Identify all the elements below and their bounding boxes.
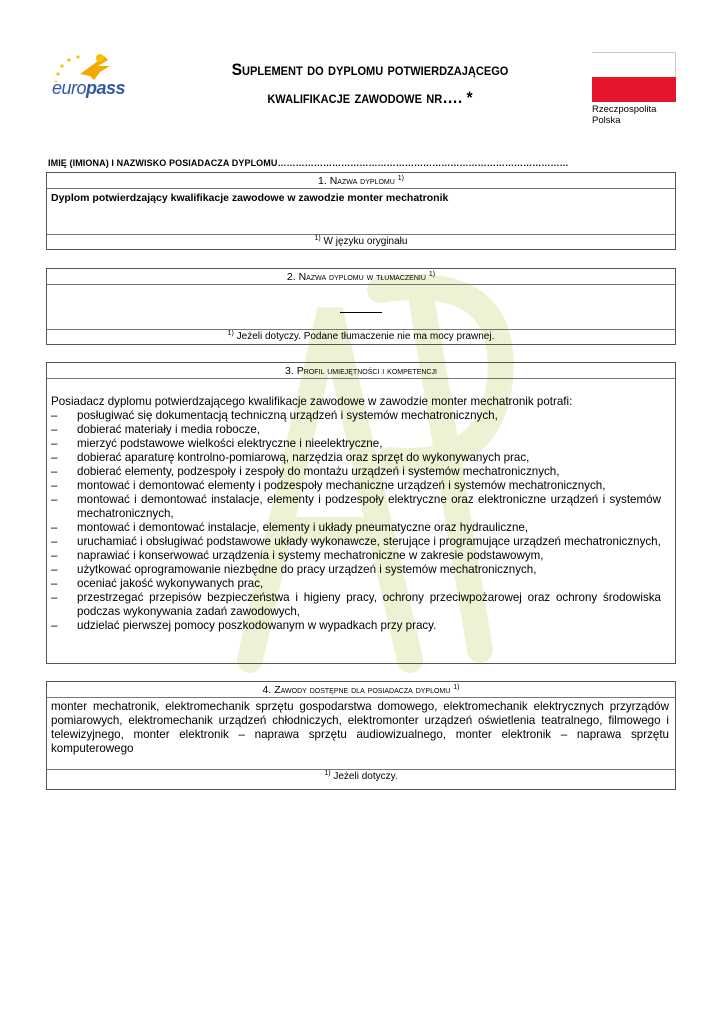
section2-footnote-sup: 1) (227, 330, 234, 337)
list-item: – montować i demontować elementy i podzespoły mechaniczne urządzeń i systemów mechatronicznych, (51, 479, 661, 493)
section2-value (47, 285, 675, 330)
list-item: – uruchamiać i obsługiwać podstawowe układy wykonawcze, sterujące i programujące urządzeń mechatronicznych, (51, 535, 661, 549)
list-item: – przestrzegać przepisów bezpieczeństwa i higieny pracy, ochrony przeciwpożarowej oraz ochrony środowiska podczas wykonywania zadań zawodowych, (51, 591, 661, 619)
title-line-1: Suplement do dyplomu potwierdzającego (231, 60, 509, 79)
flag-red-stripe (592, 77, 676, 102)
title-line-2: kwalifikacje zawodowe nr…. * (267, 88, 473, 107)
section1-header (47, 173, 675, 189)
europass-logo (50, 52, 145, 102)
skills-list (51, 409, 661, 633)
country-line-1: Rzeczpospolita (592, 104, 657, 115)
section4-footnote (47, 770, 675, 784)
logo-text-euro: euro (52, 78, 87, 98)
section3-intro: Posiadacz dyplomu potwierdzającego kwalifikacje zawodowe w zawodzie monter mechatronik potrafi: (51, 395, 573, 408)
polish-flag (592, 52, 676, 102)
section3-header-text: 3. Profil umiejętności i kompetencji (285, 365, 437, 377)
section-available-occupations (46, 681, 676, 790)
section1-footnote (47, 235, 675, 249)
section-diploma-name (46, 172, 676, 250)
section2-footnote-text: Jeżeli dotyczy. Podane tłumaczenie nie ma mocy prawnej. (236, 331, 495, 342)
section1-header-sup: 1) (397, 175, 404, 182)
list-item: – dobierać elementy, podzespoły i zespoły do montażu urządzeń i systemów mechatronicznych, (51, 465, 661, 479)
list-item: – udzielać pierwszej pomocy poszkodowanym w wypadkach przy pracy. (51, 619, 661, 633)
list-item: – montować i demontować instalacje, elementy i układy pneumatyczne oraz hydrauliczne, (51, 521, 661, 535)
section4-footnote-sup: 1) (324, 770, 331, 777)
list-item: – montować i demontować instalacje, elementy i podzespoły elektryczne oraz elektroniczne urządzeń i systemów mechatronicznych, (51, 493, 661, 521)
section4-value: monter mechatronik, elektromechanik sprzętu gospodarstwa domowego, elektromechanik elektrycznych przyrządów pomiarowych, elektromechanik urządzeń chłodniczych, elektromonter urządzeń oświetlenia teatralnego, filmowego i telewizyjnego, monter elektronik – naprawa sprzętu audiowizualnego, monter elektronik – naprawa sprzętu komputerowego (47, 698, 675, 770)
section3-body (47, 379, 675, 633)
section2-header (47, 269, 675, 285)
country-name (592, 104, 656, 126)
list-item: – dobierać materiały i media robocze, (51, 423, 661, 437)
list-item: – dobierać aparaturę kontrolno-pomiarową, narzędzia oraz sprzęt do wykonywanych prac, (51, 451, 661, 465)
list-item: – naprawiać i konserwować urządzenia i systemy mechatroniczne w zakresie podstawowym, (51, 549, 661, 563)
section2-header-sup: 1) (428, 271, 436, 278)
section4-header (47, 682, 675, 698)
section4-header-sup: 1) (453, 684, 460, 691)
section2-header-text: 2. Nazwa dyplomu w tłumaczeniu (286, 271, 426, 283)
document-title (181, 56, 558, 112)
section2-footnote (47, 330, 675, 344)
section1-footnote-text: W języku oryginału (323, 236, 408, 247)
section-translated-name (46, 268, 676, 345)
section4-header-text: 4. Zawody dostępne dla posiadacza dyplomu (262, 684, 451, 696)
country-line-2: Polska (592, 115, 621, 126)
flag-white-stripe (592, 52, 676, 77)
section1-value: Dyplom potwierdzający kwalifikacje zawodowe w zawodzie monter mechatronik (47, 189, 675, 235)
logo-text-pass: pass (86, 78, 126, 98)
list-item: – oceniać jakość wykonywanych prac, (51, 577, 661, 591)
section-skills-profile (46, 362, 676, 664)
blank-line (340, 312, 382, 313)
section1-footnote-sup: 1) (314, 235, 321, 242)
holder-name-line: IMIĘ (IMIONA) I NAZWISKO POSIADACZA DYPLOMU…………………………………………………………………………………… (48, 158, 569, 168)
section4-footnote-text: Jeżeli dotyczy. (333, 771, 398, 782)
section1-header-text: 1. Nazwa dyplomu (318, 175, 395, 187)
list-item: – mierzyć podstawowe wielkości elektryczne i nieelektryczne, (51, 437, 661, 451)
list-item: – posługiwać się dokumentacją techniczną urządzeń i systemów mechatronicznych, (51, 409, 661, 423)
section3-header (47, 363, 675, 379)
list-item: – użytkować oprogramowanie niezbędne do pracy urządzeń i systemów mechatronicznych, (51, 563, 661, 577)
